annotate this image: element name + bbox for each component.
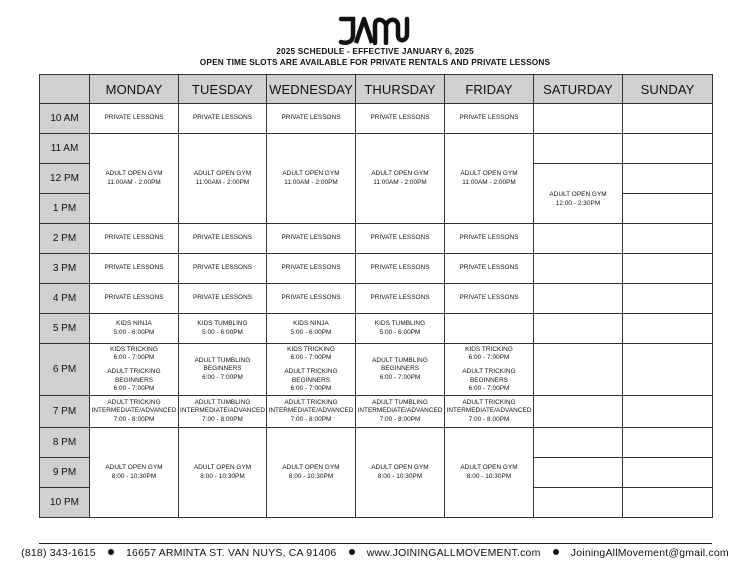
event-time: 6:00 - 7:00PM	[290, 354, 332, 362]
thu-adult-tumbling-beginners	[356, 344, 445, 396]
sat-empty-slot	[534, 104, 623, 134]
wed-adult-open-gym-evening	[267, 428, 356, 518]
event-title: KIDS TRICKING	[465, 346, 513, 354]
sun-empty-slot	[623, 488, 713, 518]
time-label: 2 PM	[40, 224, 90, 254]
event-time: 5:00 - 6:00PM	[290, 328, 332, 336]
event-level: BEGINNERS	[114, 376, 154, 384]
row-6pm	[40, 344, 713, 396]
mon-private-lessons: PRIVATE LESSONS	[90, 104, 179, 134]
event-title: ADULT TRICKING	[284, 368, 338, 376]
event-title: ADULT TUMBLING	[372, 399, 428, 407]
tue-adult-tumbling-intermediate	[179, 396, 267, 428]
tue-adult-open-gym-evening	[179, 428, 267, 518]
event-time: 6:00 - 7:00PM	[113, 354, 155, 362]
thu-private-lessons: PRIVATE LESSONS	[356, 104, 445, 134]
event-time: 8:00 - 10:30PM	[377, 472, 423, 480]
mon-adult-open-gym-evening	[90, 428, 179, 518]
sat-empty-slot	[534, 458, 623, 488]
event-time: 11:00AM - 2:00PM	[195, 178, 250, 186]
tue-private-lessons: PRIVATE LESSONS	[179, 284, 267, 314]
mon-kids-and-adult-tricking	[90, 344, 179, 396]
event-title: KIDS TRICKING	[287, 346, 335, 354]
day-header-sunday: SUNDAY	[623, 75, 713, 104]
mon-adult-tricking-intermediate	[90, 396, 179, 428]
sun-empty-slot	[623, 164, 713, 194]
time-label: 5 PM	[40, 314, 90, 344]
footer-contact	[0, 547, 750, 559]
phone-number: (818) 343-1615	[21, 547, 96, 559]
fri-private-lessons: PRIVATE LESSONS	[445, 254, 534, 284]
sun-empty-slot	[623, 134, 713, 164]
tue-private-lessons: PRIVATE LESSONS	[179, 224, 267, 254]
mon-private-lessons: PRIVATE LESSONS	[90, 254, 179, 284]
thu-adult-open-gym-evening	[356, 428, 445, 518]
event-title: ADULT TRICKING	[107, 399, 161, 407]
event-level: BEGINNERS	[469, 376, 509, 384]
event-time: 8:00 - 10:30PM	[466, 472, 512, 480]
sun-empty-slot	[623, 314, 713, 344]
event-title: ADULT OPEN GYM	[282, 170, 340, 178]
event-title: ADULT TUMBLING	[194, 357, 251, 365]
row-3pm	[40, 254, 713, 284]
fri-private-lessons: PRIVATE LESSONS	[445, 284, 534, 314]
wed-private-lessons: PRIVATE LESSONS	[267, 254, 356, 284]
sat-empty-slot	[534, 344, 623, 396]
bullet-icon	[349, 549, 355, 555]
thu-private-lessons: PRIVATE LESSONS	[356, 254, 445, 284]
time-label: 6 PM	[40, 344, 90, 396]
email-link[interactable]: JoiningAllMovement@gmail.com	[570, 547, 729, 559]
event-title: KIDS TRICKING	[110, 346, 158, 354]
row-2pm	[40, 224, 713, 254]
event-title: ADULT TRICKING	[107, 368, 161, 376]
event-time: 8:00 - 10:30PM	[111, 472, 157, 480]
sun-empty-slot	[623, 104, 713, 134]
tue-adult-tumbling-beginners	[179, 344, 267, 396]
sat-empty-slot	[534, 284, 623, 314]
thu-private-lessons: PRIVATE LESSONS	[356, 224, 445, 254]
tue-private-lessons: PRIVATE LESSONS	[179, 104, 267, 134]
event-time: 6:00 - 7:00PM	[468, 354, 510, 362]
event-time: 5:00 - 6:00PM	[202, 328, 243, 336]
time-label: 1 PM	[40, 194, 90, 224]
bullet-icon	[108, 549, 114, 555]
schedule-title: 2025 SCHEDULE - EFFECTIVE JANUARY 6, 2025	[276, 46, 474, 56]
thu-private-lessons: PRIVATE LESSONS	[356, 284, 445, 314]
event-time: 12:00 - 2:30PM	[555, 199, 601, 207]
event-title: ADULT OPEN GYM	[105, 464, 163, 472]
fri-adult-open-gym	[445, 134, 534, 224]
row-4pm	[40, 284, 713, 314]
wed-adult-open-gym	[267, 134, 356, 224]
event-time: 5:00 - 6:00PM	[113, 328, 155, 336]
website-link[interactable]: www.JOININGALLMOVEMENT.com	[366, 547, 541, 559]
event-title: KIDS NINJA	[293, 320, 329, 328]
sun-empty-slot	[623, 428, 713, 458]
row-11am	[40, 134, 713, 164]
event-level: BEGINNERS	[380, 365, 420, 373]
sat-empty-slot	[534, 314, 623, 344]
footer-divider	[39, 543, 712, 544]
tue-adult-open-gym	[179, 134, 267, 224]
mon-private-lessons: PRIVATE LESSONS	[90, 284, 179, 314]
event-time: 7:00 - 8:00PM	[290, 415, 332, 423]
event-title: ADULT TRICKING	[462, 368, 516, 376]
event-time: 8:00 - 10:30PM	[200, 472, 245, 480]
mon-adult-open-gym	[90, 134, 179, 224]
event-time: 7:00 - 8:00PM	[202, 415, 243, 423]
row-8pm	[40, 428, 713, 458]
sun-empty-slot	[623, 396, 713, 428]
event-title: KIDS TUMBLING	[374, 320, 426, 328]
event-title: ADULT OPEN GYM	[371, 464, 429, 472]
wed-private-lessons: PRIVATE LESSONS	[267, 104, 356, 134]
sun-empty-slot	[623, 194, 713, 224]
event-time: 8:00 - 10:30PM	[288, 472, 334, 480]
thu-adult-tumbling-intermediate	[356, 396, 445, 428]
mon-kids-ninja	[90, 314, 179, 344]
event-time: 6:00 - 7:00PM	[202, 373, 243, 381]
tue-private-lessons: PRIVATE LESSONS	[179, 254, 267, 284]
wed-kids-and-adult-tricking	[267, 344, 356, 396]
mon-private-lessons: PRIVATE LESSONS	[90, 224, 179, 254]
thu-kids-tumbling	[356, 314, 445, 344]
event-level: INTERMEDIATE/ADVANCED	[446, 407, 532, 415]
sun-empty-slot	[623, 284, 713, 314]
sat-empty-slot	[534, 396, 623, 428]
day-header-thursday: THURSDAY	[356, 75, 445, 104]
sat-empty-slot	[534, 254, 623, 284]
event-title: ADULT OPEN GYM	[193, 464, 252, 472]
event-title: ADULT OPEN GYM	[460, 170, 518, 178]
event-time: 6:00 - 7:00PM	[113, 384, 155, 392]
event-title: ADULT OPEN GYM	[549, 191, 607, 199]
day-header-monday: MONDAY	[90, 75, 179, 104]
time-label: 11 AM	[40, 134, 90, 164]
thu-adult-open-gym	[356, 134, 445, 224]
address: 16657 ARMINTA ST. VAN NUYS, CA 91406	[125, 547, 337, 559]
sun-empty-slot	[623, 254, 713, 284]
jam-logo-mark	[337, 15, 413, 45]
event-title: ADULT TRICKING	[284, 399, 338, 407]
sat-empty-slot	[534, 488, 623, 518]
tue-kids-tumbling	[179, 314, 267, 344]
event-title: ADULT OPEN GYM	[282, 464, 340, 472]
fri-private-lessons: PRIVATE LESSONS	[445, 224, 534, 254]
schedule-table	[39, 74, 713, 518]
time-label: 9 PM	[40, 458, 90, 488]
sun-empty-slot	[623, 224, 713, 254]
wed-private-lessons: PRIVATE LESSONS	[267, 284, 356, 314]
row-10am	[40, 104, 713, 134]
event-time: 6:00 - 7:00PM	[468, 384, 510, 392]
wed-adult-tricking-intermediate	[267, 396, 356, 428]
event-time: 11:00AM - 2:00PM	[107, 178, 161, 186]
time-label: 3 PM	[40, 254, 90, 284]
event-time: 7:00 - 8:00PM	[379, 415, 421, 423]
time-label: 12 PM	[40, 164, 90, 194]
sun-empty-slot	[623, 458, 713, 488]
event-time: 7:00 - 8:00PM	[113, 415, 155, 423]
time-label: 7 PM	[40, 396, 90, 428]
event-time: 6:00 - 7:00PM	[290, 384, 332, 392]
day-header-saturday: SATURDAY	[534, 75, 623, 104]
time-label: 4 PM	[40, 284, 90, 314]
event-time: 11:00AM - 2:00PM	[284, 178, 338, 186]
bullet-icon	[553, 549, 559, 555]
row-5pm	[40, 314, 713, 344]
day-header-wednesday: WEDNESDAY	[267, 75, 356, 104]
event-time: 11:00AM - 2:00PM	[373, 178, 427, 186]
event-title: ADULT OPEN GYM	[371, 170, 429, 178]
event-time: 5:00 - 6:00PM	[379, 328, 421, 336]
wed-kids-ninja	[267, 314, 356, 344]
corner-cell	[40, 75, 90, 104]
event-level: INTERMEDIATE/ADVANCED	[268, 407, 354, 415]
event-level: BEGINNERS	[291, 376, 331, 384]
fri-private-lessons: PRIVATE LESSONS	[445, 104, 534, 134]
event-title: ADULT TUMBLING	[194, 399, 251, 407]
event-title: ADULT OPEN GYM	[105, 170, 163, 178]
event-level: INTERMEDIATE/ADVANCED	[357, 407, 443, 415]
header-row	[40, 75, 713, 104]
sat-empty-slot	[534, 224, 623, 254]
event-title: ADULT OPEN GYM	[460, 464, 518, 472]
event-title: ADULT TUMBLING	[372, 357, 428, 365]
row-7pm	[40, 396, 713, 428]
fri-adult-tricking-intermediate	[445, 396, 534, 428]
fri-empty-slot	[445, 314, 534, 344]
wed-private-lessons: PRIVATE LESSONS	[267, 224, 356, 254]
event-title: KIDS NINJA	[116, 320, 152, 328]
event-level: INTERMEDIATE/ADVANCED	[91, 407, 177, 415]
event-level: BEGINNERS	[203, 365, 242, 373]
event-title: ADULT TRICKING	[462, 399, 516, 407]
sat-empty-slot	[534, 134, 623, 164]
event-time: 7:00 - 8:00PM	[468, 415, 510, 423]
event-title: ADULT OPEN GYM	[193, 170, 252, 178]
sat-adult-open-gym	[534, 164, 623, 224]
time-label: 10 AM	[40, 104, 90, 134]
sun-empty-slot	[623, 344, 713, 396]
time-label: 10 PM	[40, 488, 90, 518]
event-level: INTERMEDIATE/ADVANCED	[180, 407, 265, 415]
sat-empty-slot	[534, 428, 623, 458]
event-time: 6:00 - 7:00PM	[379, 373, 421, 381]
fri-kids-and-adult-tricking	[445, 344, 534, 396]
day-header-friday: FRIDAY	[445, 75, 534, 104]
event-title: KIDS TUMBLING	[197, 320, 248, 328]
day-header-tuesday: TUESDAY	[179, 75, 267, 104]
event-time: 11:00AM - 2:00PM	[462, 178, 516, 186]
fri-adult-open-gym-evening	[445, 428, 534, 518]
time-label: 8 PM	[40, 428, 90, 458]
jam-logo	[0, 14, 750, 46]
schedule-subtitle: OPEN TIME SLOTS ARE AVAILABLE FOR PRIVATE RENTALS AND PRIVATE LESSONS	[199, 57, 551, 67]
